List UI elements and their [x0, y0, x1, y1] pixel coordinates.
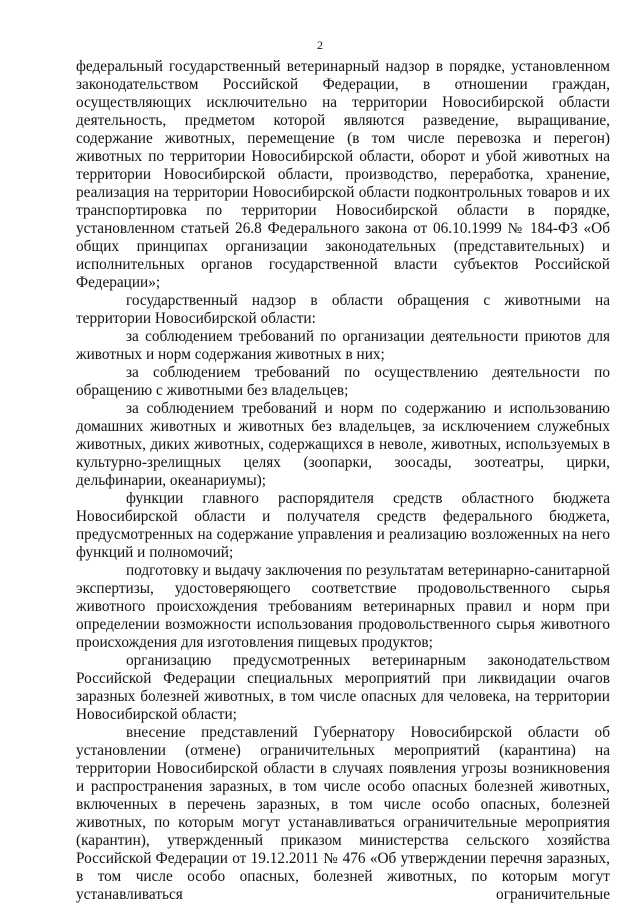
document-body: [76, 58, 610, 904]
paragraph-shelters: за соблюдением требований по организации деятельности приютов для животных и норм содержания животных в них;: [76, 328, 610, 363]
paragraph-budget-functions: функции главного распорядителя средств областного бюджета Новосибирской области и получателя средств федерального бюджета, предусмотренных на содержание управления и реализацию возложенных на него функций и полномочий;: [76, 490, 610, 561]
paragraph-special-measures: организацию предусмотренных ветеринарным законодательством Российской Федерации специальных мероприятий при ликвидации очагов заразных болезней животных, в том числе опасных для человека, на территории Новосибирской области;: [76, 652, 610, 723]
paragraph-domestic-animals: за соблюдением требований и норм по содержанию и использованию домашних животных и животных без владельцев, за исключением служебных животных, диких животных, содержащихся в неволе, животных, используемых в культурно-зрелищных целях (зоопарки, зоосады, зоотеатры, цирки, дельфинарии, океанариумы);: [76, 400, 610, 489]
paragraph-federal-vet-oversight: федеральный государственный ветеринарный надзор в порядке, установленном законодательством Российской Федерации, в отношении граждан, осуществляющих исключительно на территории Новосибирской области деятельность, предметом которой являются разведение, выращивание, содержание животных, перемещение (в том числе перевозка и перегон) животных по территории Новосибирской области, оборот и убой животных на территории Новосибирской области, производство, переработка, хранение, реализация на территории Новосибирской области подконтрольных товаров и их транспортировка по территории Новосибирской области в порядке, установленном статьей 26.8 Федерального закона от 06.10.1999 № 184-ФЗ «Об общих принципах организации законодательных (представительных) и исполнительных органов государственной власти субъектов Российской Федерации»;: [76, 58, 610, 291]
page-number: 2: [317, 38, 323, 52]
paragraph-vet-sanitary-expertise: подготовку и выдачу заключения по результатам ветеринарно-санитарной экспертизы, удостоверяющего соответствие продовольственного сырья животного происхождения требованиям ветеринарных правил и норм при определении возможности использования продовольственного сырья животного происхождения для изготовления пищевых продуктов;: [76, 562, 610, 651]
paragraph-ownerless-animals: за соблюдением требований по осуществлению деятельности по обращению с животными без владельцев;: [76, 364, 610, 399]
paragraph-animal-handling-oversight: государственный надзор в области обращения с животными на территории Новосибирской области:: [76, 292, 610, 327]
paragraph-quarantine-proposals: внесение представлений Губернатору Новосибирской области об установлении (отмене) ограничительных мероприятий (карантина) на территории Новосибирской области в случаях появления угрозы возникновения и распространения заразных, в том числе особо опасных болезней животных, включенных в перечень заразных, в том числе особо опасных, болезней животных, по которым могут устанавливаться ограничительные мероприятия (карантин), утвержденный приказом министерства сельского хозяйства Российской Федерации от 19.12.2011 № 476 «Об утверждении перечня заразных, в том числе особо опасных, болезней животных, по которым могут устанавливаться ограничительные: [76, 724, 610, 903]
